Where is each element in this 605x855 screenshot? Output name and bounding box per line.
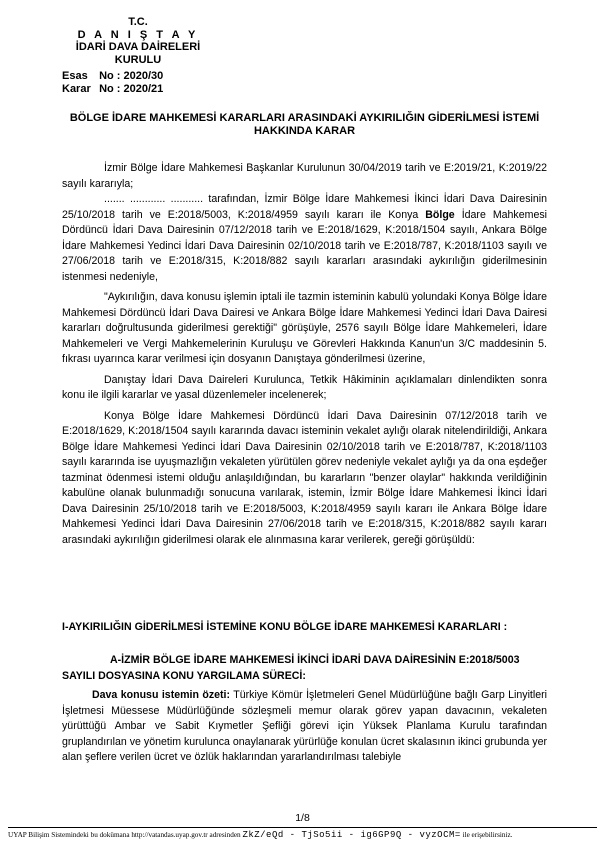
footer-prefix: UYAP Bilişim Sistemindeki bu dokümana http://vatandas.uyap.gov.tr adresinden (8, 831, 241, 839)
section-heading-a (62, 652, 547, 684)
paragraph-2-part-b: İdare Mahkemesi Dördüncü İdari Dava Dairesinin 07/12/2018 tarih ve E:2018/1629, K:2018/1504 sayılı, Ankara Bölge İdare Mahkemesi Yedinci İdari Dava Dairesinin 02/10/2018 tarih ve E:2018/787, K:2018/1103 sayılı ve 27/06/2018 tarih ve E:2018/315, K:2018/882 sayılı kararları arasındaki aykırılığın giderilmesinin istenmesi nedeniyle, (62, 208, 547, 283)
header-department: İDARİ DAVA DAİRELERİ (75, 41, 201, 53)
header-tc: T.C. (128, 16, 148, 28)
section-heading-1: I-AYKIRILIĞIN GİDERİLMESİ İSTEMİNE KONU BÖLGE İDARE MAHKEMESİ KARARLARI : (62, 621, 508, 633)
paragraph-5: Konya Bölge İdare Mahkemesi Dördüncü İdari Dava Dairesinin 07/12/2018 tarih ve E:2018/1629, K:2018/1504 sayılı kararında davacı isteminin vekalet aylığı olarak nitelendirildiği, Ankara Bölge İdare Mahkemesi Yedinci İdari Dava Dairesinin 02/10/2018 tarih ve E:2018/787, K:2018/1103 sayılı kararında ise uyuşmazlığın vekaleten yürütülen görev nedeniyle vekalet aylığı ya da ona eşdeğer tazminat ödenmesi istemi olduğu anlaşıldığından, bu kararların "benzer olaylar" hakkında verildiğinin kabulüne olanak bulunmadığı sonucuna varılarak, istemin, İzmir Bölge İdare Mahkemesi İkinci İdari Dava Dairesinin 25/10/2018 tarih ve E:2018/5003, K:2018/4959 sayılı kararı ile Ankara Bölge İdare Mahkemesi Yedinci İdari Dava Dairesinin 27/06/2018 tarih ve E:2018/315, K:2018/882 sayılı kararı arasındaki aykırılığın giderilmesi olarak ele alınmasına karar verilerek, gereği görüşüldü: (62, 409, 547, 546)
paragraph-2 (62, 192, 547, 285)
document-title (62, 112, 547, 138)
document-body (62, 161, 547, 553)
header-danistay: D A N I Ş T A Y (77, 28, 199, 41)
paragraph-4: Danıştay İdari Dava Daireleri Kurulunca, Tetkik Hâkiminin açıklamaları dinlendikten sonra konu ile ilgili kararlar ve yasal düzenlemeler incelenerek; (62, 373, 547, 401)
footer-divider (8, 827, 597, 828)
esas-value: No : 2020/30 (99, 70, 164, 82)
uyap-footer (8, 830, 512, 840)
dava-label: Dava konusu istemin özeti: (92, 689, 231, 701)
dava-section (62, 688, 547, 766)
header-board: KURULU (114, 53, 162, 66)
karar-label: Karar (62, 83, 91, 95)
footer-suffix: ile erişebilirsiniz. (462, 831, 513, 839)
court-header (58, 16, 218, 66)
paragraph-3: "Aykırılığın, dava konusu işlemin iptali ile tazmin isteminin kabulü yolundaki Konya Bölge İdare Mahkemesi Dördüncü İdari Dava Dairesi ve Ankara Bölge İdare Mahkemesi Yedinci İdari Dava Dairesi kararları doğrultusunda giderilmesi gerektiği" görüşüyle, 2576 sayılı Bölge İdare Mahkemeleri, İdare Mahkemeleri ve Vergi Mahkemelerinin Kuruluşu ve Görevleri Hakkında Kanun'un 3/C maddesinin 5. fıkrası uyarınca karar verilmesi için dosyanın Danıştaya gönderilmesi üzerine, (62, 291, 547, 365)
paragraph-2-part-a: ....... ............ ........... tarafından, İzmir Bölge İdare Mahkemesi İkinci İdari Dava Dairesinin 25/10/2018 tarih ve E:2018/5003, K:2018/4959 sayılı kararı ile Konya (62, 193, 547, 221)
title-line-1: BÖLGE İDARE MAHKEMESİ KARARLARI ARASINDAKİ AYKIRILIĞIN GİDERİLMESİ İSTEMİ (69, 112, 540, 124)
section-a-line-2: SAYILI DOSYASINA KONU YARGILAMA SÜRECİ: (62, 670, 306, 682)
dava-text: Türkiye Kömür İşletmeleri Genel Müdürlüğüne bağlı Garp Linyitleri İşletmesi Müessese Müdürlüğünde sözleşmeli memur olarak görev yapan davacının, vekaleten yürüttüğü Ambar ve Sabit Kıymetler Şefliği görevi için Yüksek Planlama Kurulu tarafından gruplandırılan ve yönetim kurulunca onaylanarak yürürlüğe konulan ücret skalasının ikinci grubunda yer alan şeflere verilen ücret ve özlük haklarından yararlandırılması talebiyle (62, 689, 547, 763)
footer-access-code: ZkZ/eQd - TjSo5ii - ig6GP9Q - vyzOCM= (242, 830, 461, 840)
title-line-2: HAKKINDA KARAR (253, 125, 356, 137)
case-numbers (62, 70, 163, 96)
paragraph-2-bold: Bölge (425, 208, 455, 221)
karar-value: No : 2020/21 (99, 83, 164, 95)
page-number: 1/8 (295, 812, 310, 824)
esas-label: Esas (62, 70, 88, 82)
paragraph-1: İzmir Bölge İdare Mahkemesi Başkanlar Kurulunun 30/04/2019 tarih ve E:2019/21, K:2019/22 sayılı kararıyla; (62, 162, 547, 190)
dava-paragraph (62, 688, 547, 766)
section-a-line-1: A-İZMİR BÖLGE İDARE MAHKEMESİ İKİNCİ İDARİ DAVA DAİRESİNİN E:2018/5003 (110, 654, 520, 666)
